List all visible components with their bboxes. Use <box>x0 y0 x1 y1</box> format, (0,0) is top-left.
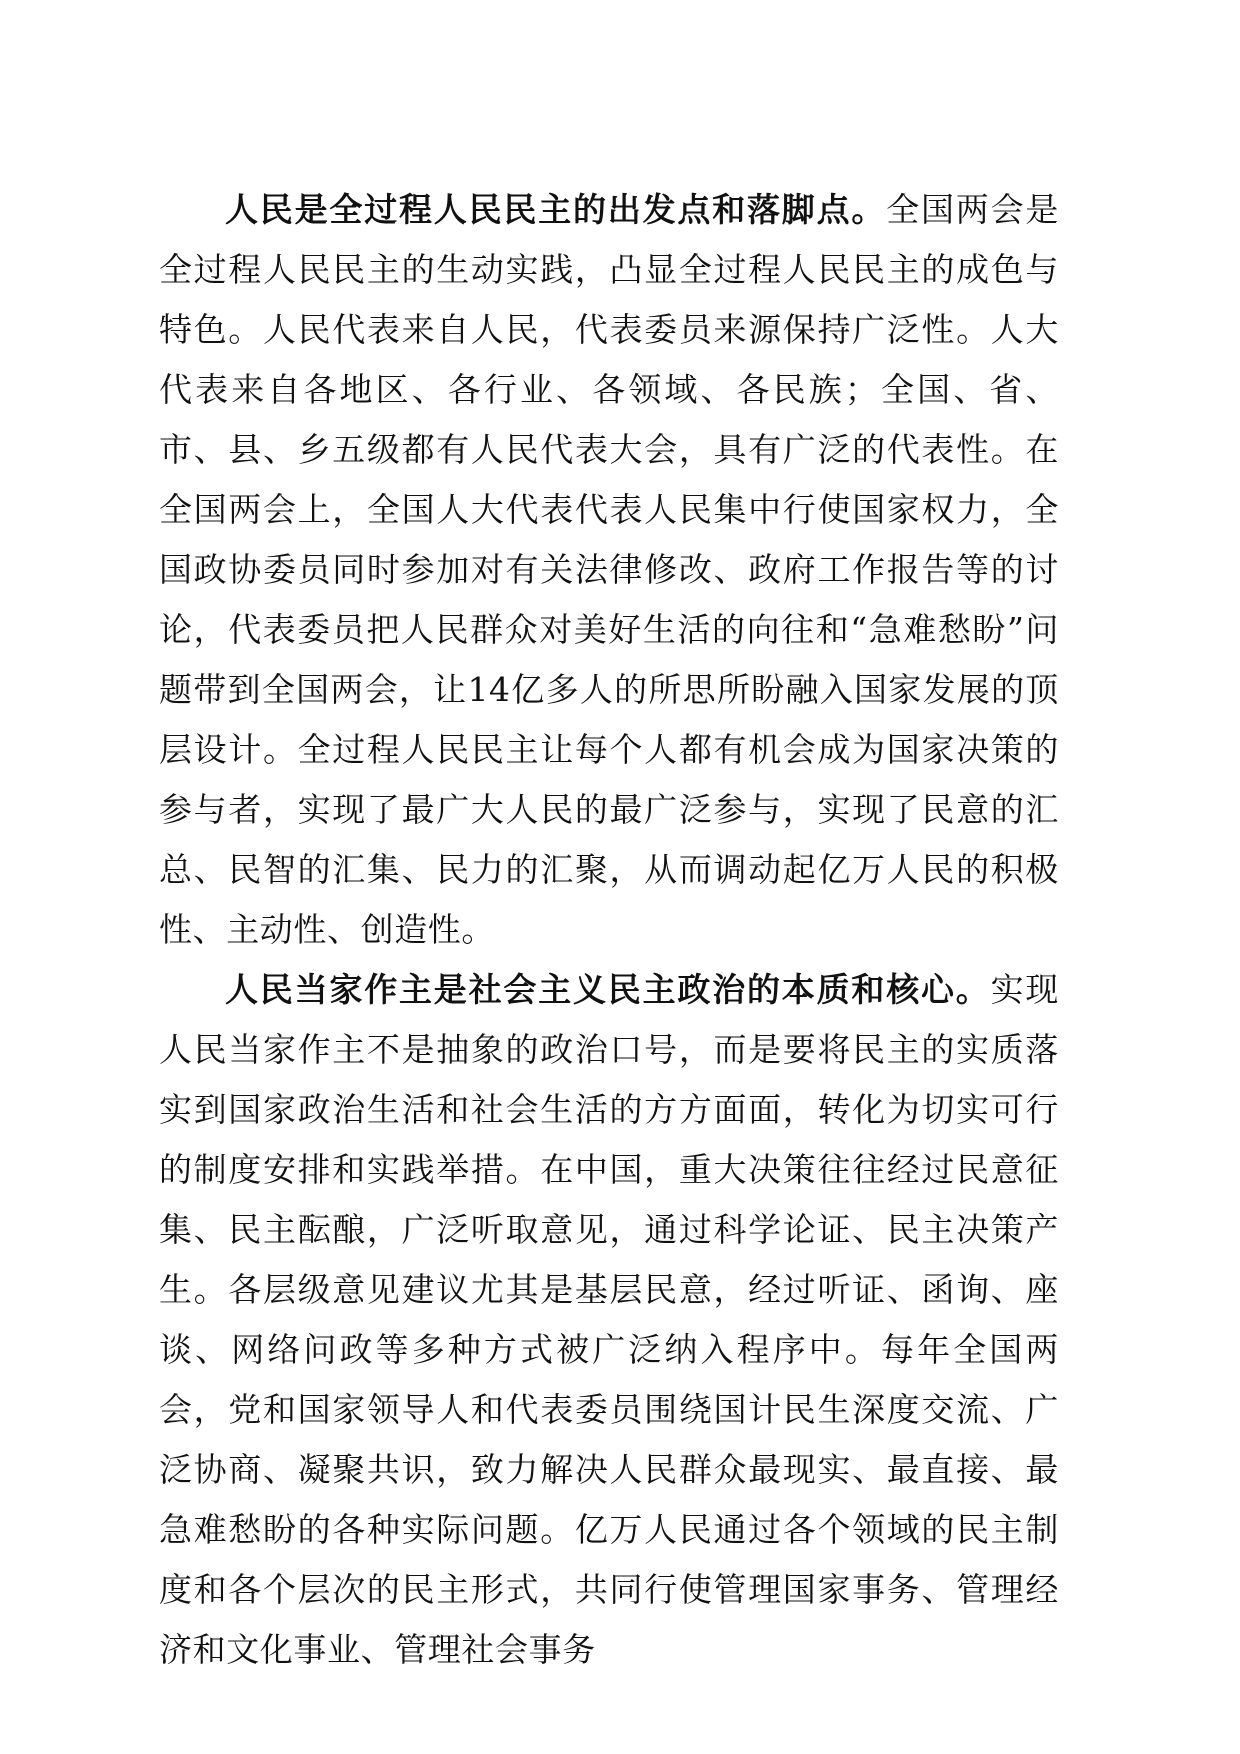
paragraph-2-lead: 人民当家作主是社会主义民主政治的本质和核心。 <box>225 970 991 1009</box>
paragraph-1-body: 全国两会是全过程人民民主的生动实践，凸显全过程人民民主的成色与特色。人民代表来自人民，代表委员来源保持广泛性。人大代表来自各地区、各行业、各领域、各民族；全国、省、市、县、乡五级都有人民代表大会，具有广泛的代表性。在全国两会上，全国人大代表代表人民集中行使国家权力，全国政协委员同时参加对有关法律修改、政府工作报告等的讨论，代表委员把人民群众对美好生活的向往和“急难愁盼”问题带到全国两会，让14亿多人的所思所盼融入国家发展的顶层设计。全过程人民民主让每个人都有机会成为国家决策的参与者，实现了最广大人民的最广泛参与，实现了民意的汇总、民智的汇集、民力的汇聚，从而调动起亿万人民的积极性、主动性、创造性。 <box>159 190 1060 949</box>
paragraph-1 <box>159 180 1059 960</box>
document-body <box>159 180 1059 1680</box>
paragraph-2-body: 实现人民当家作主不是抽象的政治口号，而是要将民主的实质落实到国家政治生活和社会生活的方方面面，转化为切实可行的制度安排和实践举措。在中国，重大决策往往经过民意征集、民主酝酿，广泛听取意见，通过科学论证、民主决策产生。各层级意见建议尤其是基层民意，经过听证、函询、座谈、网络问政等多种方式被广泛纳入程序中。每年全国两会，党和国家领导人和代表委员围绕国计民生深度交流、广泛协商、凝聚共识，致力解决人民群众最现实、最直接、最急难愁盼的各种实际问题。亿万人民通过各个领域的民主制度和各个层次的民主形式，共同行使管理国家事务、管理经济和文化事业、管理社会事务 <box>159 970 1059 1669</box>
paragraph-1-lead: 人民是全过程人民民主的出发点和落脚点。 <box>225 190 887 229</box>
paragraph-2 <box>159 960 1059 1680</box>
